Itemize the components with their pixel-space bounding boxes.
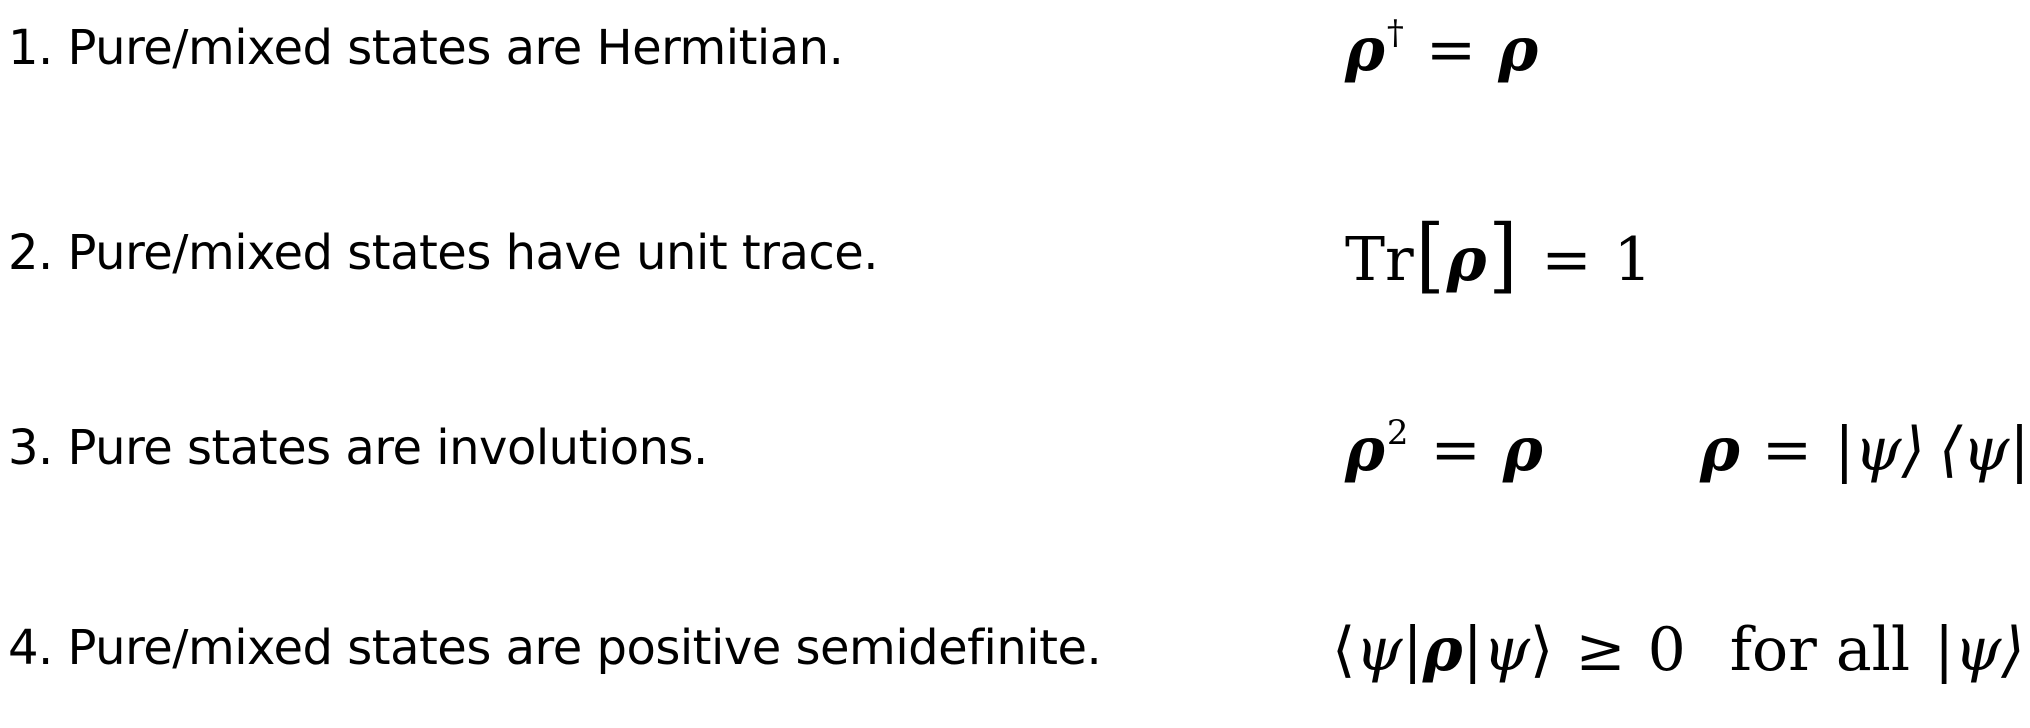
rho-symbol: ρ [1446, 225, 1487, 295]
psi-symbol: ψ [1355, 615, 1403, 685]
property-statement: 2. Pure/mixed states have unit trace. [8, 225, 879, 281]
vertical-bar: | [1402, 615, 1423, 685]
one-value: 1 [1613, 225, 1652, 295]
involution-equation [1345, 410, 1543, 499]
property-statement: 4. Pure/mixed states are positive semidefinite. [8, 620, 1102, 676]
positive-semidefinite-equation [1332, 610, 2025, 690]
vertical-bar: | [1462, 615, 1483, 685]
zero-value: 0 [1647, 615, 1686, 685]
open-bracket: [ [1415, 207, 1445, 303]
rho-symbol: ρ [1422, 615, 1463, 685]
psi-symbol: ψ [1482, 615, 1530, 685]
bra-psi: ⟨ψ| [1938, 415, 2030, 485]
equals-sign: = [1761, 415, 1813, 485]
for-all-text: for all [1729, 615, 1911, 685]
equals-sign: = [1430, 415, 1481, 485]
property-row-involution [0, 400, 2030, 510]
property-row-unit-trace [0, 205, 2004, 315]
greater-equal-sign: ≥ [1575, 615, 1626, 685]
rho-symbol: ρ [1502, 415, 1543, 485]
rho-symbol: ρ [1498, 15, 1539, 85]
dagger-superscript: † [1386, 13, 1404, 53]
squared-superscript: 2 [1386, 413, 1409, 453]
property-row-positive-semidefinite [0, 600, 2025, 710]
property-statement: 3. Pure states are involutions. [8, 420, 708, 476]
rho-symbol: ρ [1345, 15, 1385, 85]
trace-equation [1345, 207, 1652, 303]
property-statement: 1. Pure/mixed states are Hermitian. [8, 20, 844, 76]
pure-state-outer-product-equation [1700, 410, 2030, 490]
ket-psi: |ψ⟩ [1934, 615, 2025, 685]
left-angle-bracket: ⟨ [1332, 615, 1356, 685]
property-row-hermitian [0, 0, 2004, 110]
right-angle-bracket: ⟩ [1529, 615, 1554, 685]
rho-symbol: ρ [1345, 415, 1385, 485]
close-bracket: ] [1488, 207, 1518, 303]
equals-sign: = [1541, 225, 1592, 295]
ket-psi: |ψ⟩ [1834, 415, 1925, 485]
equals-sign: = [1425, 15, 1477, 85]
trace-operator: Tr [1345, 225, 1414, 295]
hermitian-equation [1345, 10, 1538, 99]
rho-symbol: ρ [1700, 415, 1740, 485]
